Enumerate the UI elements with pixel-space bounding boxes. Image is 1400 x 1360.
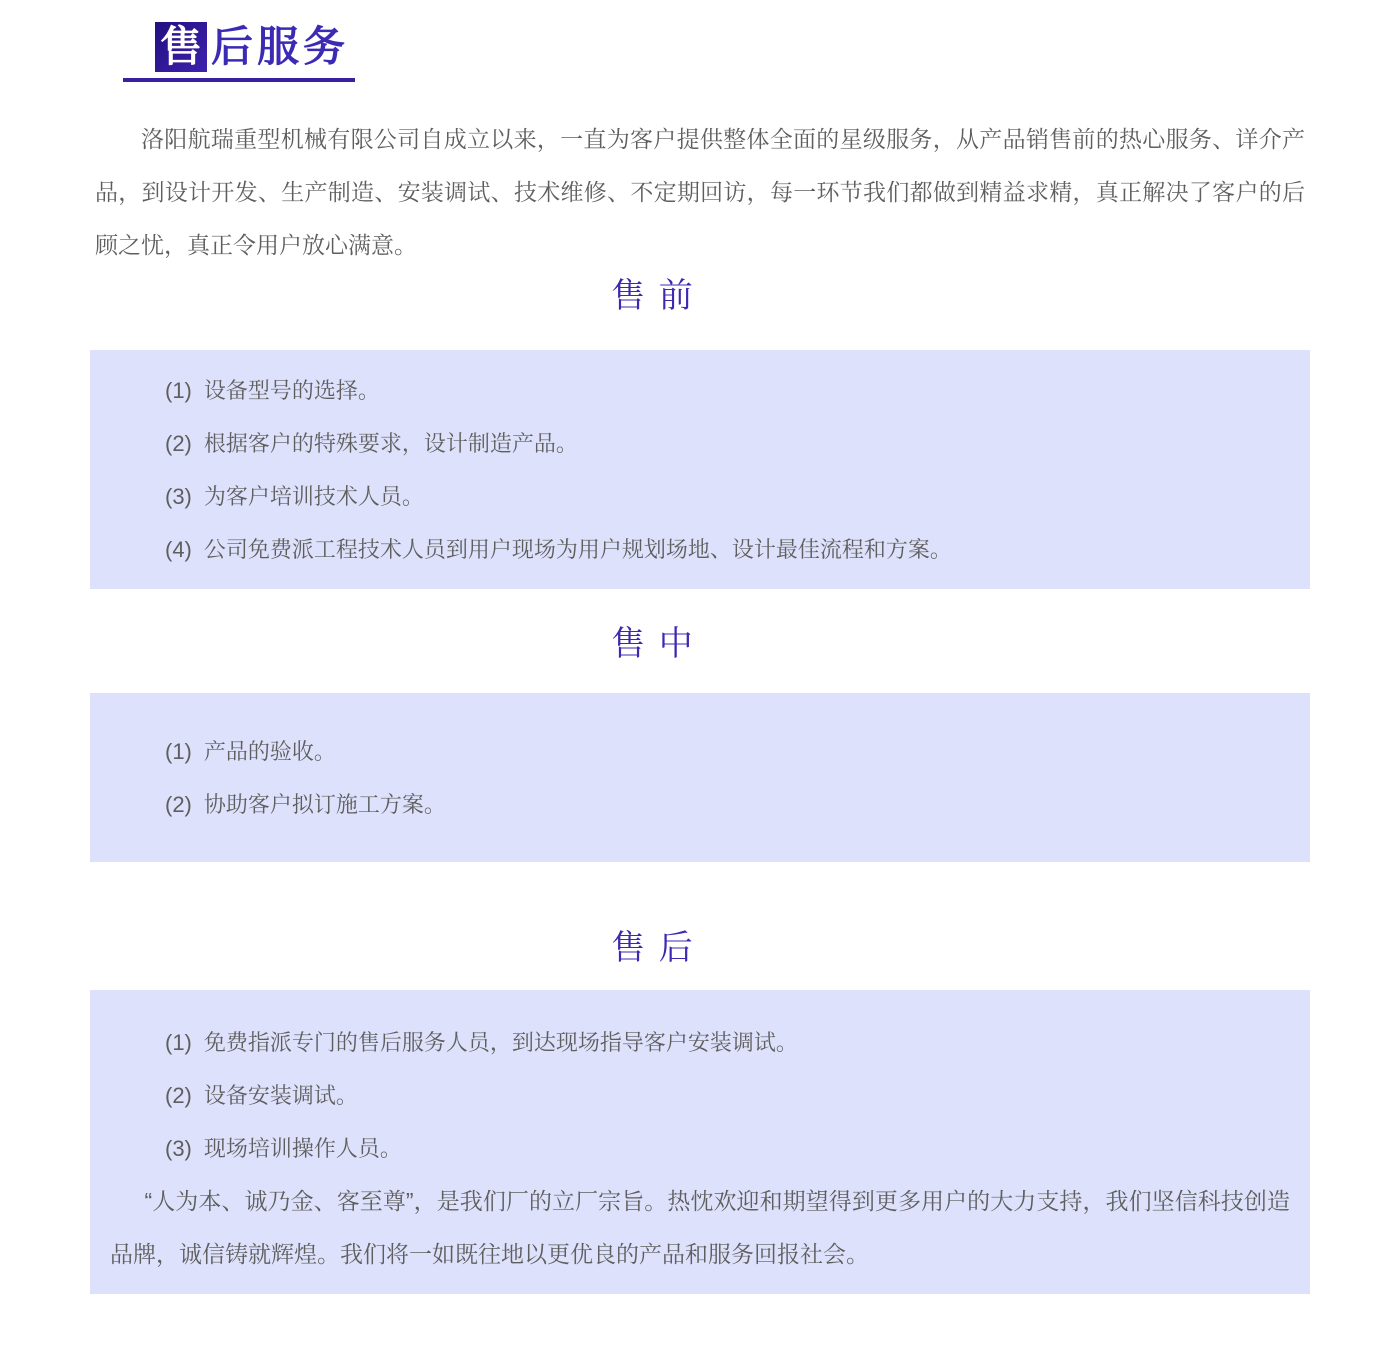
list-item <box>110 1016 1290 1069</box>
title-underline <box>123 78 355 82</box>
list-item-text: 为客户培训技术人员。 <box>203 484 424 509</box>
section-heading-midsale: 售 中 <box>611 625 695 663</box>
list-item-text: 公司免费派工程技术人员到用户现场为用户规划场地、设计最佳流程和方案。 <box>203 537 952 562</box>
aftersale-panel <box>90 990 1310 1294</box>
list-item <box>110 778 1290 831</box>
list-item-text: 根据客户的特殊要求，设计制造产品。 <box>203 431 578 456</box>
section-heading-presale: 售 前 <box>611 277 695 315</box>
list-item-number: (2) <box>165 792 192 817</box>
list-item-number: (2) <box>165 1083 192 1108</box>
list-item <box>110 725 1290 778</box>
page-header <box>123 0 363 82</box>
page-title <box>123 22 363 72</box>
list-item-text: 协助客户拟订施工方案。 <box>203 792 446 817</box>
closing-paragraph: “人为本、诚乃金、客至尊”，是我们厂的立厂宗旨。热忱欢迎和期望得到更多用户的大力支持，我们坚信科技创造品牌，诚信铸就辉煌。我们将一如既往地以更优良的产品和服务回报社会。 <box>110 1188 1290 1267</box>
list-item-number: (1) <box>165 1030 192 1055</box>
title-text: 后服务 <box>211 23 350 70</box>
list-item-text: 设备型号的选择。 <box>203 378 380 403</box>
list-item <box>110 364 1290 417</box>
list-item <box>110 523 1290 576</box>
intro-paragraph: 洛阳航瑞重型机械有限公司自成立以来，一直为客户提供整体全面的星级服务，从产品销售前的热心服务、详介产品，到设计开发、生产制造、安装调试、技术维修、不定期回访，每一环节我们都做到精益求精，真正解决了客户的后顾之忧，真正令用户放心满意。 <box>95 126 1305 258</box>
section-heading-aftersale: 售 后 <box>611 929 695 967</box>
list-item-text: 设备安装调试。 <box>203 1083 358 1108</box>
list-item-number: (3) <box>165 1136 192 1161</box>
list-item <box>110 1122 1290 1175</box>
list-item <box>110 470 1290 523</box>
list-item-number: (1) <box>165 378 192 403</box>
list-item-text: 免费指派专门的售后服务人员，到达现场指导客户安装调试。 <box>203 1030 798 1055</box>
list-item-text: 现场培训操作人员。 <box>203 1136 402 1161</box>
list-item <box>110 1069 1290 1122</box>
presale-panel <box>90 350 1310 589</box>
list-item-number: (4) <box>165 537 192 562</box>
title-highlight-block: 售 <box>155 22 207 72</box>
list-item-number: (3) <box>165 484 192 509</box>
midsale-panel <box>90 693 1310 862</box>
list-item-number: (1) <box>165 739 192 764</box>
list-item-text: 产品的验收。 <box>203 739 336 764</box>
list-item-number: (2) <box>165 431 192 456</box>
list-item <box>110 417 1290 470</box>
